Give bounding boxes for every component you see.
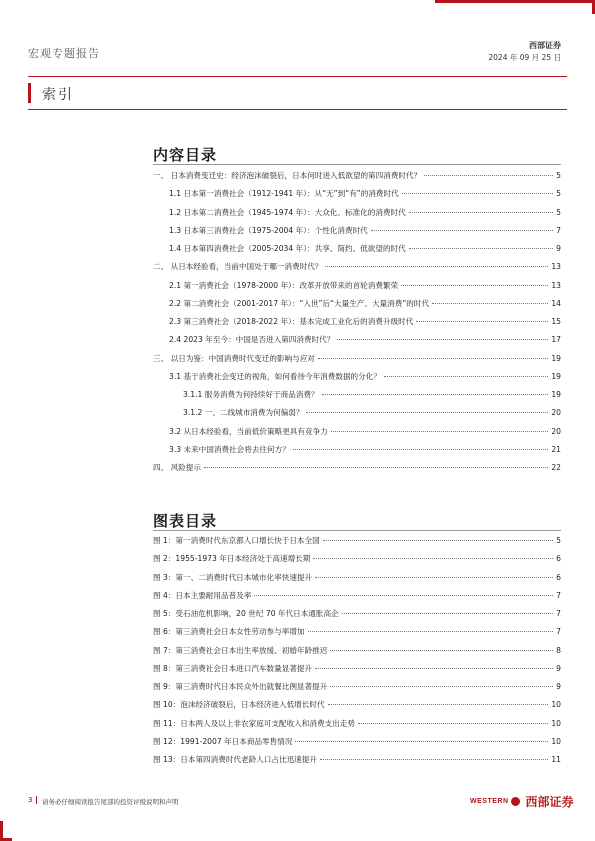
dot-leader xyxy=(325,266,548,267)
toc-entry-page: 19 xyxy=(551,371,561,381)
figure-entry[interactable] xyxy=(153,535,561,553)
dot-leader xyxy=(315,668,553,669)
logo-english-text: WESTERN xyxy=(470,798,509,805)
dot-leader xyxy=(306,412,548,413)
figure-entry[interactable] xyxy=(153,718,561,736)
dot-leader xyxy=(315,577,553,578)
toc-entry-page: 13 xyxy=(551,262,561,272)
company-logo xyxy=(470,793,574,810)
toc-entry-label: 3.2 从日本经验看，当前低价策略更具有竞争力 xyxy=(169,426,328,436)
dot-leader xyxy=(358,723,548,724)
dot-leader xyxy=(293,449,549,450)
toc-entry-label: 二、 从日本经验看，当前中国处于哪一消费时代？ xyxy=(153,262,323,272)
dot-leader xyxy=(384,376,548,377)
figure-entry-label: 图 11：日本两人及以上非农家庭可支配收入和消费支出走势 xyxy=(153,718,355,728)
toc-entry[interactable] xyxy=(153,444,561,462)
figure-entry[interactable] xyxy=(153,736,561,754)
toc-entry[interactable] xyxy=(153,207,561,225)
figure-entry[interactable] xyxy=(153,699,561,717)
logo-mark-icon xyxy=(511,797,520,806)
toc-entry[interactable] xyxy=(153,353,561,371)
dot-leader xyxy=(328,704,549,705)
report-type: 宏观专题报告 xyxy=(28,47,100,60)
dot-leader xyxy=(330,686,553,687)
figure-entry[interactable] xyxy=(153,553,561,571)
list-of-figures xyxy=(153,535,561,772)
toc-entry[interactable] xyxy=(153,243,561,261)
logo-chinese-text: 西部证券 xyxy=(525,795,574,809)
dot-leader xyxy=(402,193,553,194)
section-title: 索引 xyxy=(42,87,74,103)
figure-entry-page: 9 xyxy=(556,682,561,691)
toc-entry-label: 3.1 基于消费社会变迁的视角，如何看待今年消费数据的分化？ xyxy=(169,371,381,381)
figure-entry-page: 5 xyxy=(556,536,561,545)
figure-entry-label: 图 13：日本第四消费时代老龄人口占比迅速提升 xyxy=(153,755,317,764)
figure-entry-label: 图 3：第一、二消费时代日本城市化率快速提升 xyxy=(153,572,313,582)
toc-entry[interactable] xyxy=(153,280,561,298)
figure-entry[interactable] xyxy=(153,645,561,663)
dot-leader xyxy=(424,175,553,176)
toc-entry[interactable] xyxy=(153,298,561,316)
toc-entry-label: 四、 风险提示 xyxy=(153,463,201,472)
figures-title-rule xyxy=(153,530,561,531)
toc-entry-page: 13 xyxy=(551,280,561,290)
dot-leader xyxy=(371,230,553,231)
toc-title-rule xyxy=(153,164,561,165)
dot-leader xyxy=(409,248,553,249)
toc-entry-label: 2.1 第一消费社会（1978-2000 年）：改革开放带来的首轮消费繁荣 xyxy=(169,280,399,290)
dot-leader xyxy=(313,558,553,559)
toc-entry-page: 5 xyxy=(556,189,561,199)
figure-entry-label: 图 10：泡沫经济破裂后，日本经济进入低增长时代 xyxy=(153,700,325,710)
toc-entry-label: 一、 日本消费变迁史：经济泡沫破裂后，日本何时进入低欲望的第四消费时代？ xyxy=(153,171,422,180)
figure-entry[interactable] xyxy=(153,626,561,644)
dot-leader xyxy=(322,394,549,395)
dot-leader xyxy=(318,358,548,359)
dot-leader xyxy=(308,631,554,632)
figure-entry-page: 6 xyxy=(556,572,561,582)
dot-leader xyxy=(401,285,548,286)
figure-entry-label: 图 12：1991-2007 年日本商品零售情况 xyxy=(153,736,293,746)
toc-entry-label: 1.3 日本第三消费社会（1975-2004 年）：个性化消费时代 xyxy=(169,225,368,235)
dot-leader xyxy=(204,467,548,468)
figure-entry-label: 图 9：第三消费时代日本民众外出就餐比例显著提升 xyxy=(153,682,328,691)
toc-entry-label: 1.2 日本第二消费社会（1945-1974 年）：大众化、标准化的消费时代 xyxy=(169,207,406,217)
figure-entry[interactable] xyxy=(153,663,561,681)
toc-entry[interactable] xyxy=(153,426,561,444)
figure-entry-page: 8 xyxy=(556,645,561,655)
toc-entry-page: 7 xyxy=(556,225,561,235)
toc-entry-page: 17 xyxy=(551,335,561,345)
toc-entry-page: 15 xyxy=(551,317,561,326)
top-right-accent-line xyxy=(435,0,595,3)
section-band xyxy=(28,76,567,110)
report-date: 2024 年 09 月 25 日 xyxy=(488,53,561,62)
dot-leader xyxy=(254,595,553,596)
toc-entry-page: 19 xyxy=(551,390,561,399)
figure-entry-page: 10 xyxy=(551,736,561,746)
toc-entry-page: 20 xyxy=(551,426,561,436)
dot-leader xyxy=(416,321,548,322)
figure-entry-label: 图 7：第三消费社会日本出生率放缓、初婚年龄推迟 xyxy=(153,645,328,655)
figure-entry-label: 图 6：第三消费社会日本女性劳动参与率增加 xyxy=(153,627,305,637)
figure-entry-page: 11 xyxy=(551,755,561,764)
toc-entry[interactable] xyxy=(153,407,561,425)
figure-entry-label: 图 5：受石油危机影响，20 世纪 70 年代日本通胀高企 xyxy=(153,609,339,618)
dot-leader xyxy=(432,303,548,304)
toc-entry[interactable] xyxy=(153,188,561,206)
toc-entry-label: 3.1.2 一、二线城市消费为何偏弱？ xyxy=(183,408,304,418)
figure-entry[interactable] xyxy=(153,590,561,608)
figure-entry-label: 图 4：日本主要耐用品普及率 xyxy=(153,590,252,600)
figure-entry-page: 9 xyxy=(556,663,561,673)
dot-leader xyxy=(337,339,548,340)
broker-name: 西部证券 xyxy=(529,41,561,50)
toc-entry[interactable] xyxy=(153,334,561,352)
figure-entry[interactable] xyxy=(153,754,561,772)
dot-leader xyxy=(295,741,548,742)
toc-entry-page: 19 xyxy=(551,353,561,363)
dot-leader xyxy=(320,759,548,760)
toc-entry-label: 3.3 未来中国消费社会将去往何方？ xyxy=(169,444,290,454)
toc-entry[interactable] xyxy=(153,170,561,188)
dot-leader xyxy=(409,212,553,213)
toc-entry[interactable] xyxy=(153,316,561,334)
toc-entry[interactable] xyxy=(153,462,561,480)
dot-leader xyxy=(323,540,553,541)
toc-entry-page: 9 xyxy=(556,244,561,253)
figure-entry-label: 图 2：1955-1973 年日本经济处于高速增长期 xyxy=(153,554,311,564)
toc-entry-label: 2.4 2023 年至今：中国是否进入第四消费时代？ xyxy=(169,335,335,345)
toc-entry-page: 14 xyxy=(551,298,561,308)
toc-entry[interactable] xyxy=(153,225,561,243)
toc-entry-label: 3.1.1 服务消费为何持续好于商品消费？ xyxy=(183,390,319,399)
figure-entry[interactable] xyxy=(153,572,561,590)
footer-disclaimer: 请务必仔细阅读报告尾部的投资评级说明和声明 xyxy=(42,798,179,806)
toc-entry-label: 1.1 日本第一消费社会（1912-1941 年）：从“无”到“有”的消费时代 xyxy=(169,189,399,199)
figure-entry[interactable] xyxy=(153,681,561,699)
dot-leader xyxy=(331,431,549,432)
toc-entry-page: 20 xyxy=(551,408,561,418)
figures-title: 图表目录 xyxy=(153,512,218,530)
figure-entry-page: 7 xyxy=(556,590,561,600)
toc-entry[interactable] xyxy=(153,261,561,279)
toc-entry-label: 三、 以日为鉴：中国消费时代变迁的影响与应对 xyxy=(153,353,315,363)
toc-entry-page: 22 xyxy=(551,463,561,472)
toc-entry-page: 5 xyxy=(556,207,561,217)
dot-leader xyxy=(330,650,553,651)
section-marker xyxy=(28,83,31,103)
footer-separator xyxy=(36,796,37,804)
figure-entry-label: 图 8：第三消费社会日本进口汽车数量显著提升 xyxy=(153,663,313,673)
toc-entry-label: 1.4 日本第四消费社会（2005-2034 年）：共享、简约、低欲望的时代 xyxy=(169,244,406,253)
dot-leader xyxy=(342,613,553,614)
figure-entry-page: 6 xyxy=(556,554,561,564)
toc-title: 内容目录 xyxy=(153,146,218,164)
toc-entry[interactable] xyxy=(153,389,561,407)
figure-entry[interactable] xyxy=(153,608,561,626)
toc-entry-page: 5 xyxy=(556,171,561,180)
toc-entry-page: 21 xyxy=(551,444,561,454)
figure-entry-page: 7 xyxy=(556,627,561,637)
toc-entry[interactable] xyxy=(153,371,561,389)
toc-entry-label: 2.2 第二消费社会（2001-2017 年）：“入世”后“大量生产、大量消费”的时代 xyxy=(169,298,430,308)
figure-entry-page: 7 xyxy=(556,609,561,618)
figure-entry-page: 10 xyxy=(551,718,561,728)
table-of-contents xyxy=(153,170,561,480)
page-number: 3 xyxy=(28,796,33,804)
toc-entry-label: 2.3 第三消费社会（2018-2022 年）：基本完成工业化后的消费升级时代 xyxy=(169,317,414,326)
figure-entry-page: 10 xyxy=(551,700,561,710)
figure-entry-label: 图 1：第一消费时代东京都人口增长快于日本全国 xyxy=(153,536,320,545)
